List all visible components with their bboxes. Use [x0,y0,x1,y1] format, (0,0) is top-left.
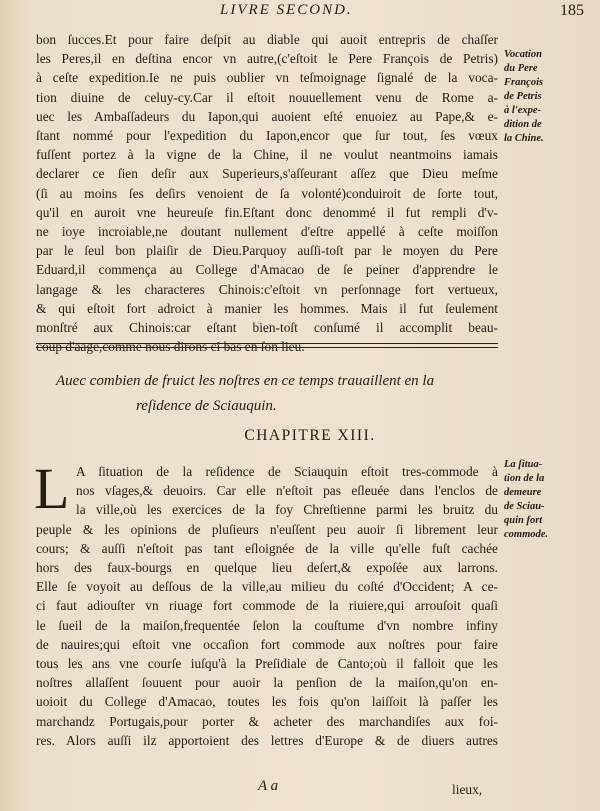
text-line: A ſituation de la reſidence de Sciauquin eſtoit tres-commode à [76,464,498,479]
text-line: fuſſent portez à la vigne de la Chine, il ne voulut neantmoins iamais [36,147,498,163]
text-line: & qui eſtoit fort adroict à manier les hommes. Mais il fut ſeulement [36,300,498,316]
text-line: monſtré aux Chinois:car eſtant bien-toſt conſumé il accomplit beau- [36,320,498,336]
text-line: uec les Ambaſſadeurs du Iapon,qui auoient eſté enuoiez au Pape,& e- [36,108,498,124]
section-title-line: reſidence de Sciauquin. [136,398,277,414]
margin-note-line: de Petris [504,91,542,102]
margin-note-line: François [504,77,544,88]
page-number: 185 [560,2,584,19]
text-line: coup d'aage,comme nous dirons ci bas en ſon lieu. [36,339,305,355]
text-line: de nauires;qui eſtoit vne occaſion fort commode aux noſtres pour faire [36,636,498,652]
margin-note-situation [504,458,598,542]
margin-note-line: tion de la [504,473,545,484]
text-line: le ſueil de la maiſon,frequentée ſelon la couſtume d'vn nombre infiny [36,617,498,633]
text-line: les Peres,il en deſtina encor vn autre,(c'eſtoit le Pere François de Petris) [36,51,498,67]
catchword: lieux, [452,782,483,797]
signature-mark: A a [258,778,279,794]
text-line: res. Alors auſſi ilz apportoient des lettres d'Europe & de diuers autres [36,732,498,748]
text-line: ci faut adiouſter vn riuage fort commode de la riuiere,qui arrouſoit quaſi [36,598,498,614]
margin-note-line: dition de [504,119,542,130]
text-line: bon ſucces.Et pour faire deſpit au diable qui auoit entrepris de chaſſer [36,32,498,47]
text-line: marchandz Portugais,pour porter & acheter des marchandiſes aux foi- [36,713,498,729]
text-line: Elle ſe voyoit au deſſous de la ville,au milieu du coſté d'Occident; A ce- [36,579,498,595]
text-line: la ville,où les exercices de la foy Chreſtienne parmi les bruitz du [76,502,498,518]
running-title: LIVRE SECOND. [220,2,353,18]
margin-note-line: du Pere [504,63,538,74]
text-line: hors des faux-bourgs en quelque lieu deſert,& expoſée aux larrons. [36,560,498,576]
text-line: peuple & les opinions de pluſieurs n'euſſent peu auoir ſi librement leur [36,521,498,537]
text-line: noſtres allaſſent ſouuent pour auoir la penſion de la maiſon,qu'on en- [36,675,498,691]
text-line: par le ſeul bon plaiſir de Dieu.Parquoy auſſi-toſt par le moyen du Pere [36,243,498,259]
text-line: declarer ce ſien deſir aux Superieurs,s'aſſeurant aſſez que Dieu meſme [36,166,498,182]
margin-note-line: de Sciau- [504,501,545,512]
margin-note-line: la Chine. [504,133,544,144]
text-line: langage & les characteres Chinois:c'eſtoit vn perſonnage fort vertueux, [36,281,498,297]
text-line: uoioit du College d'Amacao, toutes les fois qu'on laiſſoit là paſſer les [36,694,498,710]
margin-note-line: La ſitua- [504,459,543,470]
drop-cap: L [34,456,70,521]
text-line: nos vſages,& deuoirs. Car elle n'eſtoit pas eſleuée dans l'enclos de [76,483,498,499]
text-line: ſtant nommé pour l'expedition du Iapon,encor que ſur tout, ſes vœux [36,128,498,144]
section-title [56,369,496,419]
running-head [0,2,600,22]
margin-note-line: quin fort [504,515,543,526]
text-line: cours; & auſſi n'eſtoit pas tant eſloignée de la ville qu'elle fuſt cachée [36,540,498,556]
paragraph-1 [36,30,498,356]
text-line: Eduard,il commença au College d'Amacao de ſe peiner d'apprendre le [36,262,498,278]
section-divider [36,343,498,348]
margin-note-line: à l'expe- [504,105,542,116]
text-line: (ſi au moins ſes deſirs venoient de ſa volonté)conduiroit de ſorte tout, [36,185,498,201]
chapter-heading-text: CHAPITRE XIII. [244,427,376,444]
text-line: ne ioye incroiable,ne doutant nullement d'eſtre appellé à ceſte moiſſon [36,224,498,240]
text-line: tion diuine de celuy-cy.Car il eſtoit nouuellement venu de Rome a- [36,89,498,105]
text-line: tous les ans vne courſe iuſqu'à la Preſidiale de Canto;où il falloit que les [36,656,498,672]
text-line: à ceſte expedition.Ie ne puis oublier vn teſmoignage ſignalé de la voca- [36,70,498,86]
margin-note-line: Vocation [504,49,542,60]
margin-note-vocation [504,48,598,146]
chapter-heading [0,427,600,445]
margin-note-line: demeure [504,487,542,498]
margin-note-line: commode. [504,529,549,540]
text-line: qu'il en auroit vne heureuſe fin.Eſtant donc denommé il fut rempli d'v- [36,204,498,220]
paragraph-2 [34,456,498,750]
section-title-line: Auec combien de fruict les noſtres en ce temps trauaillent en la [56,373,435,389]
